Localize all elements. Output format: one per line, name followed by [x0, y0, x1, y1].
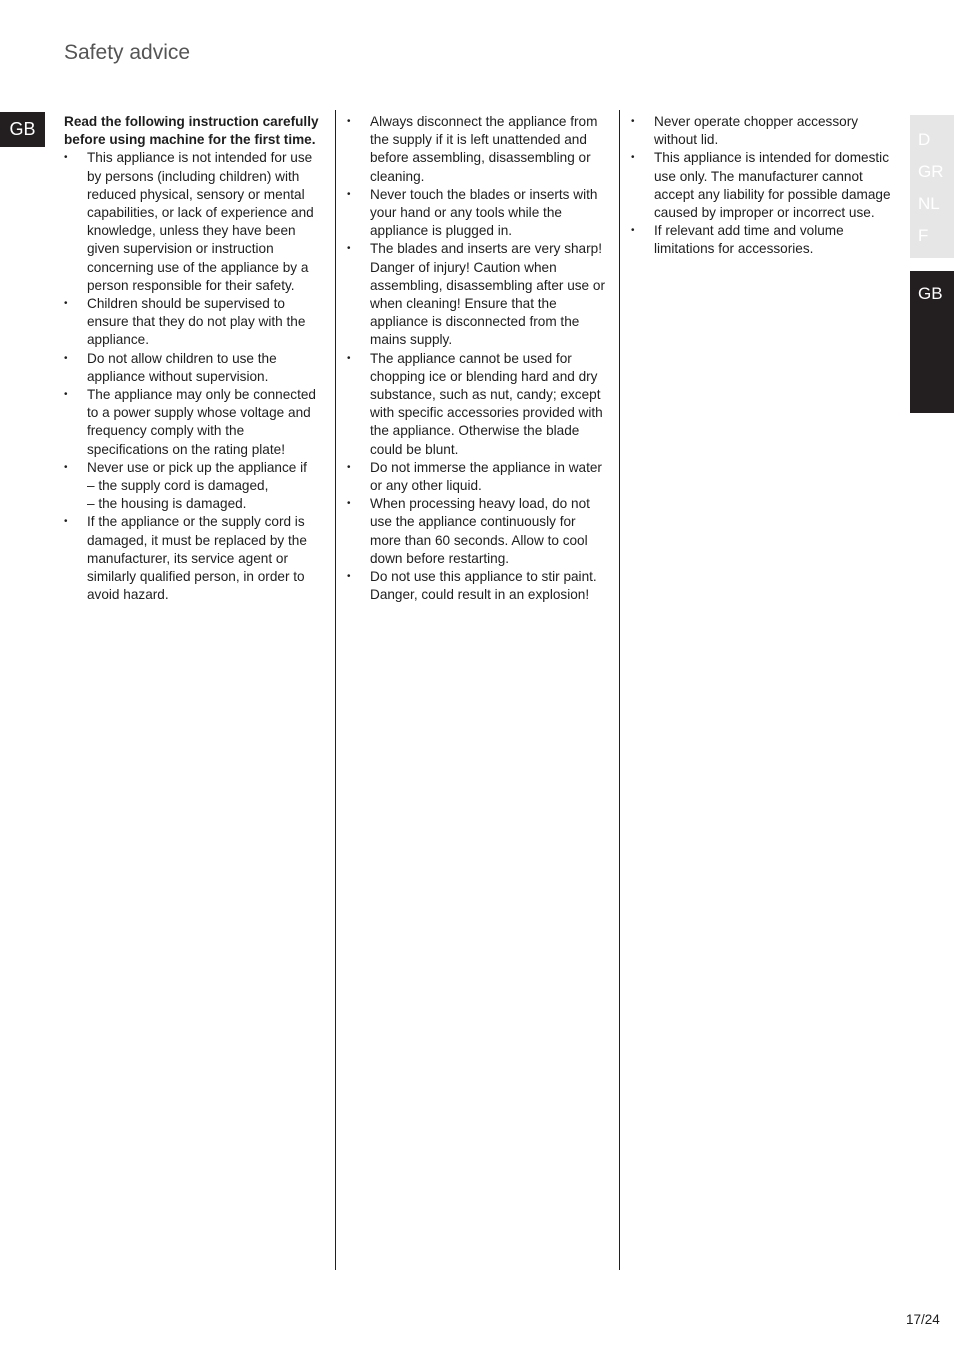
column-3 [631, 113, 893, 259]
column-2 [347, 113, 609, 604]
list-subitem: – the housing is damaged. [87, 496, 247, 512]
list-item [64, 350, 324, 386]
list-item: • This appliance is intended for domestic use only. The manufacturer cannot accept any liability for possible damage caused by improper or incorrect use. [631, 149, 893, 222]
list-item: • Never touch the blades or inserts with your hand or any tools while the appliance is plugged in. [347, 186, 609, 241]
list-item-text: Never use or pick up the appliance if [87, 459, 307, 475]
list-item [64, 149, 324, 295]
list-item: • The blades and inserts are very sharp! Danger of injury! Caution when assembling, disassembling after use or when cleaning! Ensure that the appliance is disconnected from the mains supply. [347, 240, 609, 349]
list-item-text: This appliance is not intended for use by persons (including children) with reduced physical, sensory or mental capabilities, or lack of experience and knowledge, unless they have been given supervision or instruction concerning use of the appliance by a person responsible for their safety. [87, 150, 314, 293]
column-divider [335, 110, 336, 1270]
intro-text: Read the following instruction carefully before using machine for the first time. [64, 114, 319, 148]
list-item-text: Children should be supervised to ensure that they do not play with the appliance. [87, 296, 306, 348]
list-item-text: Do not allow children to use the appliance without supervision. [87, 350, 277, 384]
list-item-text: If the appliance or the supply cord is damaged, it must be replaced by the manufacturer, its service agent or similarly qualified person, in order to avoid hazard. [87, 514, 307, 603]
list-item [64, 295, 324, 350]
language-tab-f: F [918, 226, 929, 245]
language-tab-nl: NL [918, 194, 940, 213]
list-subitem: – the supply cord is damaged, [87, 478, 269, 494]
list-item: • When processing heavy load, do not use the appliance continuously for more than 60 seconds. Allow to cool down before restarting. [347, 495, 609, 568]
list-item: • Never operate chopper accessory without lid. [631, 113, 893, 149]
safety-list-2 [347, 113, 609, 604]
page-number: 17/24 [906, 1312, 940, 1327]
language-tabs-inactive [910, 115, 954, 258]
language-tab-left: GB [0, 112, 45, 147]
language-tab-d: D [918, 130, 931, 149]
column-1 [64, 113, 324, 604]
list-item: • Do not use this appliance to stir paint. Danger, could result in an explosion! [347, 568, 609, 604]
list-item [64, 459, 324, 514]
list-item: • If relevant add time and volume limitations for accessories. [631, 222, 893, 258]
list-item-text: The appliance may only be connected to a power supply whose voltage and frequency comply with the specifications on the rating plate! [87, 387, 316, 457]
column-divider [619, 110, 620, 1270]
safety-list-3 [631, 113, 893, 259]
language-tab-gb-active: GB [910, 271, 954, 413]
list-item: • Always disconnect the appliance from the supply if it is left unattended and before assembling, disassembling or cleaning. [347, 113, 609, 186]
list-item [64, 513, 324, 604]
page-title: Safety advice [64, 41, 191, 64]
list-item: • The appliance cannot be used for chopping ice or blending hard and dry substance, such as nut, candy; except with specific accessories provided with the appliance. Otherwise the blade could be blunt. [347, 350, 609, 459]
language-tab-gr: GR [918, 162, 944, 181]
list-item: • Do not immerse the appliance in water or any other liquid. [347, 459, 609, 495]
list-item [64, 386, 324, 459]
safety-list-1 [64, 149, 324, 604]
